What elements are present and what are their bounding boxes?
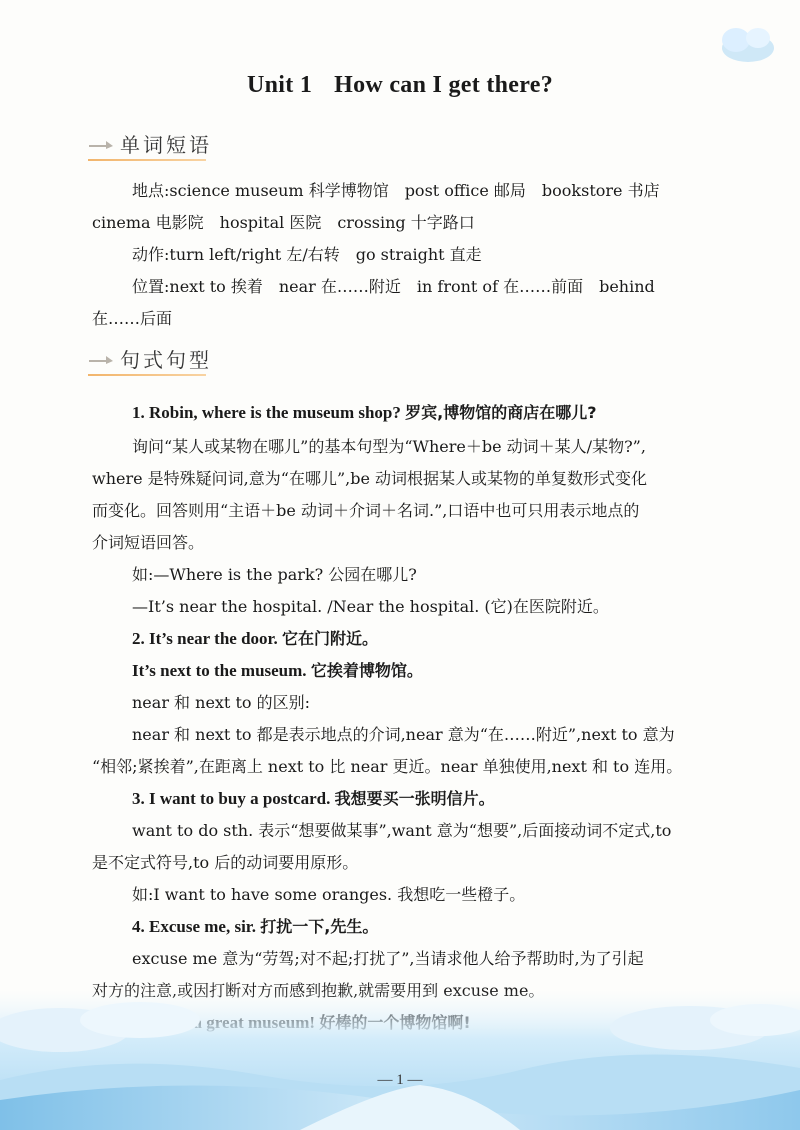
page-title <box>0 72 800 99</box>
vocab-line: 动作:turn left/right 左/右转 go straight 直走 <box>132 245 482 264</box>
explanation-line: want to do sth. 表示“想要做某事”,want 意为“想要”,后面接动词不定式,to <box>132 821 672 840</box>
vocab-line: cinema 电影院 hospital 医院 crossing 十字路口 <box>92 213 475 232</box>
sentence-cn: 打扰一下,先生。 <box>260 917 379 936</box>
sentence-en: 4. Excuse me, sir. <box>132 917 257 936</box>
arrow-icon <box>88 351 114 365</box>
heading-underline <box>88 159 206 161</box>
section-title: 单词短语 <box>120 132 212 157</box>
explanation-line: near 和 next to 都是表示地点的介词,near 意为“在……附近”,next to 意为 <box>132 725 675 744</box>
explanation-line: 是不定式符号,to 后的动词要用原形。 <box>92 853 359 872</box>
explanation-line: where 是特殊疑问词,意为“在哪儿”,be 动词根据某人或某物的单复数形式变化 <box>92 469 648 488</box>
page-number: — 1 — <box>377 1072 423 1088</box>
section-heading-sentences <box>88 343 212 373</box>
sentence-heading <box>132 914 378 937</box>
arrow-icon <box>88 136 114 150</box>
explanation-line: near 和 next to 的区别: <box>132 693 310 712</box>
sentence-en: 1. Robin, where is the museum shop? <box>132 403 401 422</box>
example-line: —It’s near the hospital. /Near the hospital. (它)在医院附近。 <box>132 597 609 616</box>
sentence-cn: 它在门附近。 <box>282 629 379 648</box>
vocab-line: 在……后面 <box>92 309 173 328</box>
example-line: 如:I want to have some oranges. 我想吃一些橙子。 <box>132 885 526 904</box>
explanation-line: 而变化。回答则用“主语＋be 动词＋介词＋名词.”,口语中也可只用表示地点的 <box>92 501 640 520</box>
sentence-heading <box>132 658 423 681</box>
landscape-decoration <box>0 990 800 1130</box>
example-line: 如:—Where is the park? 公园在哪儿? <box>132 565 417 584</box>
vocab-line: 位置:next to 挨着 near 在……附近 in front of 在……前面 behind <box>132 277 655 296</box>
explanation-line: “相邻;紧挨着”,在距离上 next to 比 near 更近。near 单独使用,next 和 to 连用。 <box>92 757 683 776</box>
sentence-cn: 罗宾,博物馆的商店在哪儿? <box>405 403 597 422</box>
sentence-en: 3. I want to buy a postcard. <box>132 789 331 808</box>
unit-title: How can I get there? <box>334 72 553 98</box>
section-title: 句式句型 <box>120 347 212 372</box>
sentence-cn: 我想要买一张明信片。 <box>334 789 495 808</box>
vocab-line: 地点:science museum 科学博物馆 post office 邮局 bookstore 书店 <box>132 181 660 200</box>
explanation-line: excuse me 意为“劳驾;对不起;打扰了”,当请求他人给予帮助时,为了引起 <box>132 949 644 968</box>
sentence-cn: 它挨着博物馆。 <box>310 661 423 680</box>
heading-underline <box>88 374 206 376</box>
sentence-heading <box>132 400 597 423</box>
sentence-en: 2. It’s near the door. <box>132 629 278 648</box>
unit-label: Unit 1 <box>247 72 313 98</box>
explanation-line: 介词短语回答。 <box>92 533 205 552</box>
explanation-line: 询问“某人或某物在哪儿”的基本句型为“Where＋be 动词＋某人/某物?”, <box>132 437 646 456</box>
sentence-heading <box>132 626 378 649</box>
sentence-heading <box>132 786 495 809</box>
section-heading-vocabulary <box>88 128 212 158</box>
sentence-en: It’s next to the museum. <box>132 661 307 680</box>
cloud-icon <box>708 18 778 68</box>
